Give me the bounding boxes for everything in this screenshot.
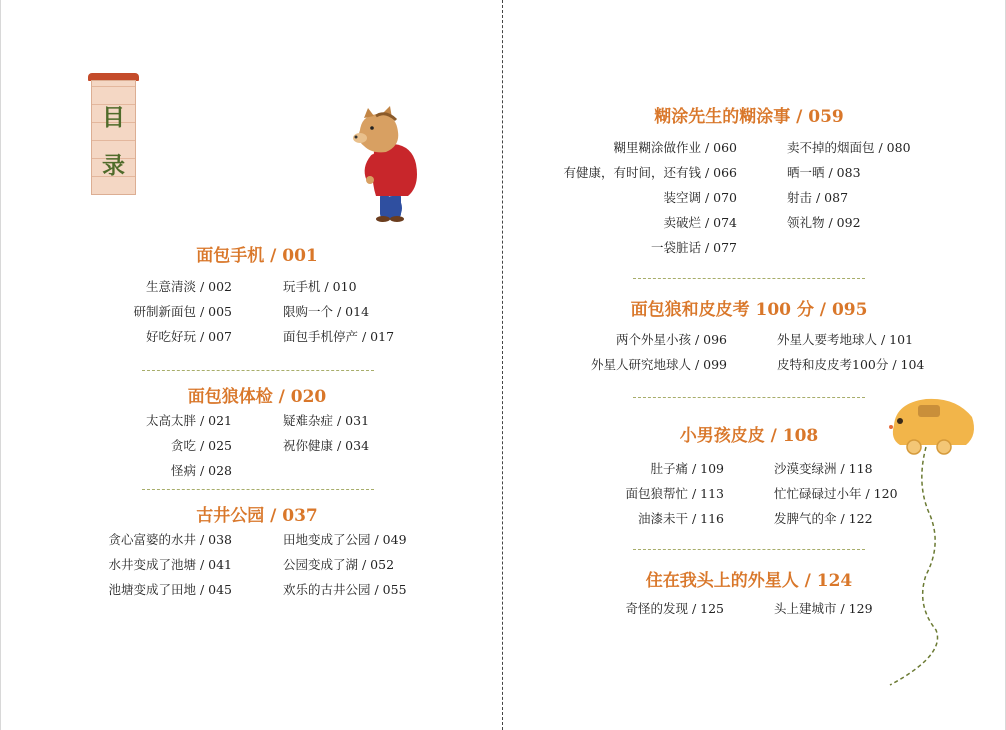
toc-entry[interactable]: 水井变成了池塘 / 041 bbox=[108, 557, 232, 572]
toc-entry[interactable]: 射击 / 087 bbox=[787, 190, 849, 205]
section-title[interactable]: 面包手机 / 001 bbox=[196, 246, 318, 266]
toc-entry[interactable]: 外星人研究地球人 / 099 bbox=[590, 357, 727, 372]
section-title[interactable]: 面包狼体检 / 020 bbox=[187, 387, 327, 407]
book-spine-divider bbox=[502, 0, 503, 730]
toc-entry[interactable]: 限购一个 / 014 bbox=[283, 304, 370, 319]
toc-entry[interactable]: 糊里糊涂做作业 / 060 bbox=[613, 140, 737, 155]
toc-entry[interactable]: 生意清淡 / 002 bbox=[145, 279, 232, 294]
toc-entry[interactable]: 卖破烂 / 074 bbox=[663, 215, 737, 230]
section-divider bbox=[633, 397, 865, 398]
toc-entry[interactable]: 领礼物 / 092 bbox=[787, 215, 861, 230]
toc-entry[interactable]: 祝你健康 / 034 bbox=[283, 438, 370, 453]
balloon-car-illustration bbox=[886, 395, 981, 690]
toc-entry[interactable]: 两个外星小孩 / 096 bbox=[615, 332, 727, 347]
toc-entry[interactable]: 田地变成了公园 / 049 bbox=[283, 532, 407, 547]
toc-entry[interactable]: 贪吃 / 025 bbox=[170, 438, 232, 453]
section-title[interactable]: 小男孩皮皮 / 108 bbox=[679, 426, 819, 446]
section-title[interactable]: 糊涂先生的糊涂事 / 059 bbox=[654, 107, 844, 127]
toc-entry[interactable]: 沙漠变绿洲 / 118 bbox=[774, 461, 873, 476]
toc-entry[interactable]: 一袋脏话 / 077 bbox=[650, 240, 737, 255]
left-page-edge bbox=[0, 0, 1, 730]
toc-entry[interactable]: 卖不掉的烟面包 / 080 bbox=[787, 140, 911, 155]
toc-title-char-2: 录 bbox=[102, 152, 125, 179]
toc-entry[interactable]: 疑难杂症 / 031 bbox=[283, 413, 370, 428]
toc-entry[interactable]: 池塘变成了田地 / 045 bbox=[108, 582, 232, 597]
toc-entry[interactable]: 油漆未干 / 116 bbox=[637, 511, 724, 526]
toc-entry[interactable]: 忙忙碌碌过小年 / 120 bbox=[774, 486, 898, 501]
toc-entry[interactable]: 面包手机停产 / 017 bbox=[283, 329, 395, 344]
toc-entry[interactable]: 肚子痛 / 109 bbox=[650, 461, 724, 476]
section-divider bbox=[633, 278, 865, 279]
toc-entry[interactable]: 头上建城市 / 129 bbox=[774, 601, 873, 616]
toc-entry[interactable]: 贪心富婆的水井 / 038 bbox=[108, 532, 232, 547]
toc-entry[interactable]: 怪病 / 028 bbox=[170, 463, 232, 478]
section-divider bbox=[142, 489, 374, 490]
toc-entry[interactable]: 太高太胖 / 021 bbox=[145, 413, 232, 428]
toc-entry[interactable]: 装空调 / 070 bbox=[663, 190, 737, 205]
toc-entry[interactable]: 面包狼帮忙 / 113 bbox=[625, 486, 724, 501]
toc-entry[interactable]: 晒一晒 / 083 bbox=[787, 165, 861, 180]
toc-entry[interactable]: 皮特和皮皮考100分 / 104 bbox=[777, 357, 925, 372]
section-divider bbox=[633, 549, 865, 550]
bread-wolf-illustration bbox=[350, 108, 425, 223]
toc-title-char-1: 目 bbox=[102, 104, 125, 131]
toc-entry[interactable]: 发脾气的伞 / 122 bbox=[774, 511, 873, 526]
section-title[interactable]: 面包狼和皮皮考 100 分 / 095 bbox=[630, 300, 868, 320]
toc-title-badge bbox=[91, 73, 136, 195]
toc-entry[interactable]: 欢乐的古井公园 / 055 bbox=[283, 582, 407, 597]
toc-entry[interactable]: 研制新面包 / 005 bbox=[133, 304, 232, 319]
section-title[interactable]: 住在我头上的外星人 / 124 bbox=[645, 571, 853, 591]
toc-entry[interactable]: 有健康，有时间，还有钱 / 066 bbox=[563, 165, 737, 180]
toc-entry[interactable]: 好吃好玩 / 007 bbox=[145, 329, 232, 344]
toc-entry[interactable]: 奇怪的发现 / 125 bbox=[625, 601, 724, 616]
toc-entry[interactable]: 公园变成了湖 / 052 bbox=[283, 557, 395, 572]
toc-entry[interactable]: 外星人要考地球人 / 101 bbox=[777, 332, 914, 347]
toc-entry[interactable]: 玩手机 / 010 bbox=[283, 279, 357, 294]
section-title[interactable]: 古井公园 / 037 bbox=[196, 506, 318, 526]
section-divider bbox=[142, 370, 374, 371]
